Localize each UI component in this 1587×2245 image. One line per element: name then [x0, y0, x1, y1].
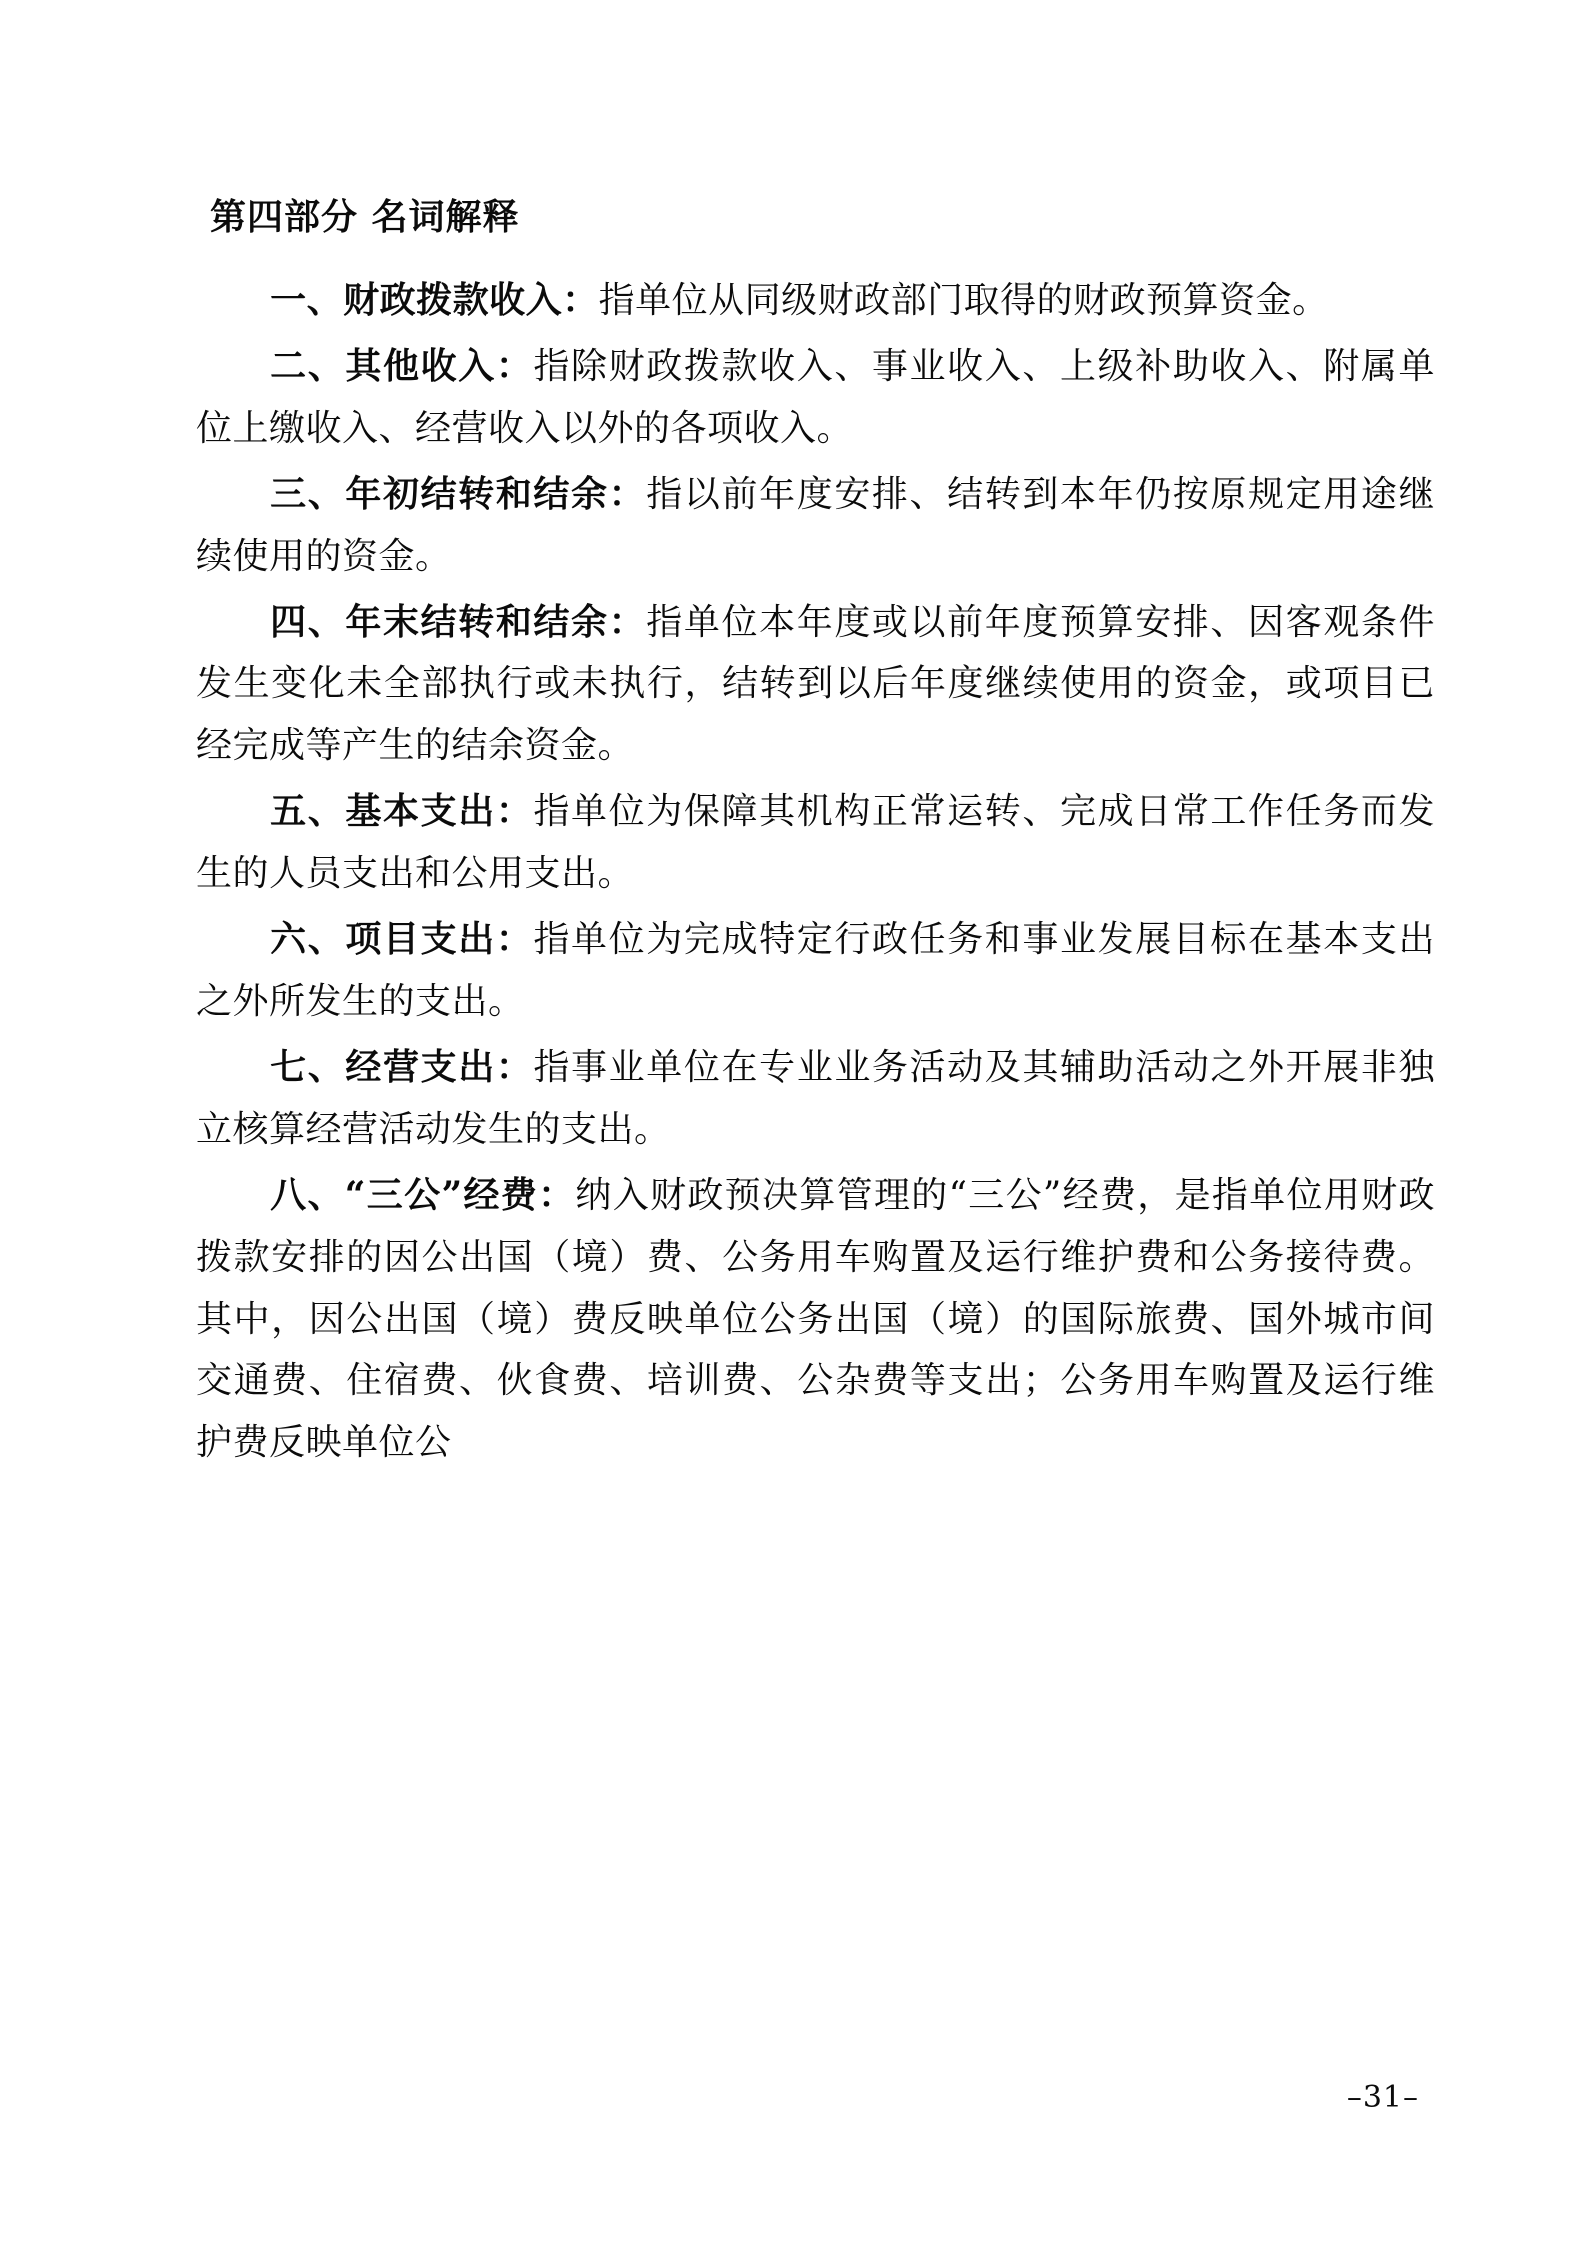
- definition-text: 指事业单位在专业业务活动及其辅助活动之外开展非独立核算经营活动发生的支出。: [196, 1046, 1435, 1150]
- page-number: –31–: [1346, 2080, 1419, 2115]
- definition-paragraph: [196, 592, 1435, 778]
- definition-paragraph: [196, 464, 1435, 588]
- definition-text: 指单位从同级财政部门取得的财政预算资金。: [598, 280, 1329, 321]
- page-title: 第四部分 名词解释: [210, 196, 520, 238]
- definition-paragraph: [196, 1037, 1435, 1161]
- definition-paragraph: [196, 270, 1435, 332]
- definition-term: 五、基本支出：: [270, 790, 534, 833]
- definition-text: 指单位本年度或以前年度预算安排、因客观条件发生变化未全部执行或未执行，结转到以后年度继续使用的资金，或项目已经完成等产生的结余资金。: [196, 601, 1435, 767]
- definition-paragraph: [196, 1165, 1435, 1475]
- definition-term: 六、项目支出：: [270, 918, 534, 961]
- definition-text: 纳入财政预决算管理的“三公”经费，是指单位用财政拨款安排的因公出国（境）费、公务用车购置及运行维护费和公务接待费。其中，因公出国（境）费反映单位公务出国（境）的国际旅费、国外城市间交通费、住宿费、伙食费、培训费、公杂费等支出；公务用车购置及运行维护费反映单位公: [196, 1174, 1435, 1464]
- definition-paragraph: [196, 909, 1435, 1033]
- definition-term: 二、其他收入：: [270, 344, 534, 387]
- definition-term: 七、经营支出：: [270, 1045, 534, 1088]
- definition-term: 四、年末结转和结余：: [270, 600, 647, 643]
- definition-paragraph: [196, 781, 1435, 905]
- definition-term: 一、财政拨款收入：: [270, 279, 599, 321]
- definition-term: 三、年初结转和结余：: [270, 472, 647, 515]
- definition-text: 指单位为完成特定行政任务和事业发展目标在基本支出之外所发生的支出。: [196, 919, 1435, 1022]
- definition-paragraph: [196, 336, 1435, 460]
- definition-text: 指以前年度安排、结转到本年仍按原规定用途继续使用的资金。: [196, 473, 1435, 577]
- definition-term: 八、“三公”经费：: [270, 1173, 576, 1216]
- definition-text: 指除财政拨款收入、事业收入、上级补助收入、附属单位上缴收入、经营收入以外的各项收入。: [196, 345, 1435, 449]
- definition-text: 指单位为保障其机构正常运转、完成日常工作任务而发生的人员支出和公用支出。: [196, 791, 1435, 895]
